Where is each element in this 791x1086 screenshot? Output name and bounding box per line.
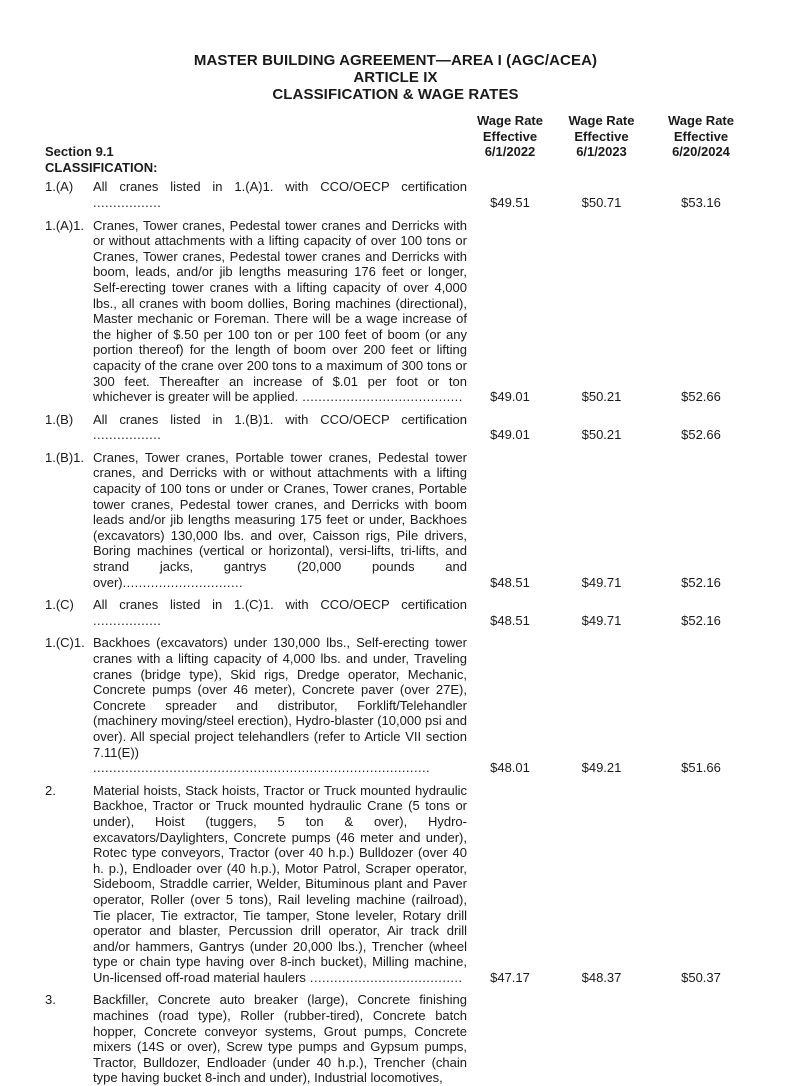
entry-row-1C1: [45, 635, 791, 775]
effective-label: Effective: [482, 128, 538, 144]
table-header: [45, 113, 791, 175]
dot-leader: ......................................: [305, 969, 463, 985]
dot-leader: .................: [93, 427, 162, 443]
effective-date: 6/1/2023: [576, 144, 627, 160]
section-block: [45, 144, 467, 175]
rate-2022: $49.51: [490, 194, 530, 210]
entry-text: [93, 635, 467, 775]
entry-text: [93, 179, 467, 210]
effective-label: Effective: [673, 128, 729, 144]
entry-text-content: Backhoes (excavators) under 130,000 lbs., Self-erecting tower cranes with a lifting capacity of 4,000 lbs. and under, Traveling cranes (bridge type), Skid rigs, Dredge operator, Mechanic, Concrete pumps (over 46 meter), Concrete paver (over 27E), Concrete spreader and distributor, Forklift/Telehandler (machinery moving/steel erection), Hydro-blaster (10,000 psi and over). All special project telehandlers (refer to Article VII section 7.11(E)): [93, 635, 467, 760]
dot-leader: .................: [93, 612, 162, 628]
rate-2023: $49.71: [581, 574, 622, 590]
rate-2024: $51.66: [681, 760, 721, 776]
entry-row-2: [45, 783, 791, 986]
rate-2022: $48.01: [490, 760, 530, 776]
wage-rate-label: Wage Rate: [668, 113, 734, 128]
effective-date: 6/1/2022: [484, 144, 536, 160]
entry-row-1A: [45, 179, 791, 210]
entry-text: [93, 218, 467, 405]
rate-2024: $52.66: [681, 389, 721, 405]
page-title: CLASSIFICATION & WAGE RATES: [272, 86, 519, 103]
entry-text: [93, 450, 467, 590]
section-label: Section 9.1: [45, 144, 114, 160]
wage-rate-label: Wage Rate: [477, 113, 543, 128]
entry-text-content: Cranes, Tower cranes, Portable tower cranes, Pedestal tower cranes, and Derricks with or without attachments with a lifting capacity of 100 tons or under or Cranes, Tower cranes, Portable tower cranes, Pedestal tower cranes, and Derricks with boom leads and/or jib lengths measuring 175 feet or under, Backhoes (excavators) 130,000 lbs. and over, Caisson rigs, Pile drivers, Boring machines (vertical or horizontal), versi-lifts, tri-lifts, and strand jacks, gantrys (20,000 pounds and over): [93, 449, 467, 590]
entry-row-3: [45, 992, 791, 1086]
rate-2024: $52.16: [681, 574, 721, 590]
entry-text-content: All cranes listed in 1.(B)1. with CCO/OECP certification: [93, 411, 467, 427]
entry-text: [93, 597, 467, 628]
entry-text-content: Backfiller, Concrete auto breaker (large), Concrete finishing machines (road type), Roller (rubber-tired), Concrete batch hopper, Concrete conveyor systems, Grout pumps, Concrete mixers (14S or over), Screw type pumps and Gypsum pumps, Tractor, Bulldozer, Endloader (under 40 h.p.), Trencher (chain type having bucket 8-inch and under), Industrial locomotives,: [93, 992, 467, 1086]
entry-text-content: All cranes listed in 1.(C)1. with CCO/OECP certification: [93, 597, 467, 613]
entry-id: 1.(A): [45, 179, 74, 195]
rate-2024: $50.37: [681, 969, 721, 985]
rate-2022: $48.51: [490, 612, 530, 628]
entry-id: 2.: [45, 782, 56, 798]
wage-column-header-2022: [467, 113, 553, 160]
article-title: ARTICLE IX: [353, 69, 438, 86]
wage-column-header-2023: [553, 113, 650, 160]
rate-2023: $48.37: [581, 969, 622, 985]
wage-column-header-2024: [650, 113, 752, 160]
rate-2023: $50.71: [581, 194, 622, 210]
dot-leader: ....................................................................................: [93, 760, 430, 776]
rate-2023: $49.71: [581, 612, 622, 628]
rate-2022: $49.01: [490, 427, 530, 443]
document-title-block: [0, 52, 791, 103]
dot-leader: ........................................: [298, 389, 463, 405]
classification-entries: [0, 179, 791, 1086]
entry-id: 1.(A)1.: [45, 217, 85, 233]
entry-text-content: Cranes, Tower cranes, Pedestal tower cranes and Derricks with or without attachments with a lifting capacity of over 100 tons or Cranes, Tower cranes, Pedestal tower cranes and Derricks with boom, leads, and/or jib lengths measuring 176 feet or longer, Self-erecting tower cranes with a lifting capacity of over 4,000 lbs., all cranes with boom dollies, Boring machines (directional), Master mechanic or Foreman. There will be a wage increase of the higher of $.50 per 100 ton or per 100 feet of boom (or any portion thereof) for the length of boom over 200 feet or lifting capacity of the crane over 200 tons to a maximum of 300 tons or 300 feet. Thereafter an increase of $.01 per foot or ton whichever is greater will be applied.: [93, 217, 467, 405]
document-page: [0, 52, 791, 1086]
entry-id: 1.(C)1.: [45, 635, 85, 651]
classification-label: CLASSIFICATION:: [45, 159, 158, 175]
entry-row-1C: [45, 597, 791, 628]
entry-text: [93, 412, 467, 443]
effective-label: Effective: [574, 128, 629, 144]
rate-2023: $49.21: [581, 760, 622, 776]
entry-text-content: All cranes listed in 1.(A)1. with CCO/OECP certification: [93, 179, 467, 195]
entry-id: 3.: [45, 992, 56, 1008]
entry-text-content: Material hoists, Stack hoists, Tractor or Truck mounted hydraulic Backhoe, Tractor or Truck mounted hydraulic Crane (5 tons or under), Hoist (tuggers, 5 ton & over), Hydro-excavators/Daylighters, Concrete pumps (46 meter and under), Rotec type conveyors, Tractor (over 40 h.p.) Bulldozer (over 40 h. p.), Endloader over (40 h.p.), Motor Patrol, Scraper operator, Sideboom, Straddle carrier, Welder, Bituminous plant and Paver operator, Roller (over 5 tons), Rail leveling machine (railroad), Tie placer, Tie extractor, Tie tamper, Stone leveler, Rotary drill operator and blaster, Percussion drill operator, Air track drill and/or hammers, Gantrys (under 20,000 lbs.), Trencher (wheel type or chain type having over 8-inch bucket), Milling machine, Un-licensed off-road material haulers: [93, 782, 467, 985]
dot-leader: .................: [93, 194, 162, 210]
entry-text: [93, 992, 467, 1086]
rate-2023: $50.21: [581, 389, 622, 405]
rate-2023: $50.21: [581, 427, 622, 443]
entry-row-1B: [45, 412, 791, 443]
entry-id: 1.(B): [45, 411, 74, 427]
dot-leader: ..............................: [122, 574, 243, 590]
rate-2024: $53.16: [681, 194, 721, 210]
effective-date: 6/20/2024: [672, 144, 730, 160]
entry-text: [93, 783, 467, 986]
rate-2022: $48.51: [490, 574, 530, 590]
entry-id: 1.(B)1.: [45, 449, 85, 465]
entry-id: 1.(C): [45, 597, 74, 613]
entry-row-1A1: [45, 218, 791, 405]
wage-rate-label: Wage Rate: [568, 113, 635, 128]
document-title: MASTER BUILDING AGREEMENT—AREA I (AGC/ACEA): [193, 52, 598, 69]
rate-2024: $52.16: [681, 612, 721, 628]
rate-2022: $47.17: [490, 969, 530, 985]
rate-2022: $49.01: [490, 389, 530, 405]
entry-row-1B1: [45, 450, 791, 590]
rate-2024: $52.66: [681, 427, 721, 443]
